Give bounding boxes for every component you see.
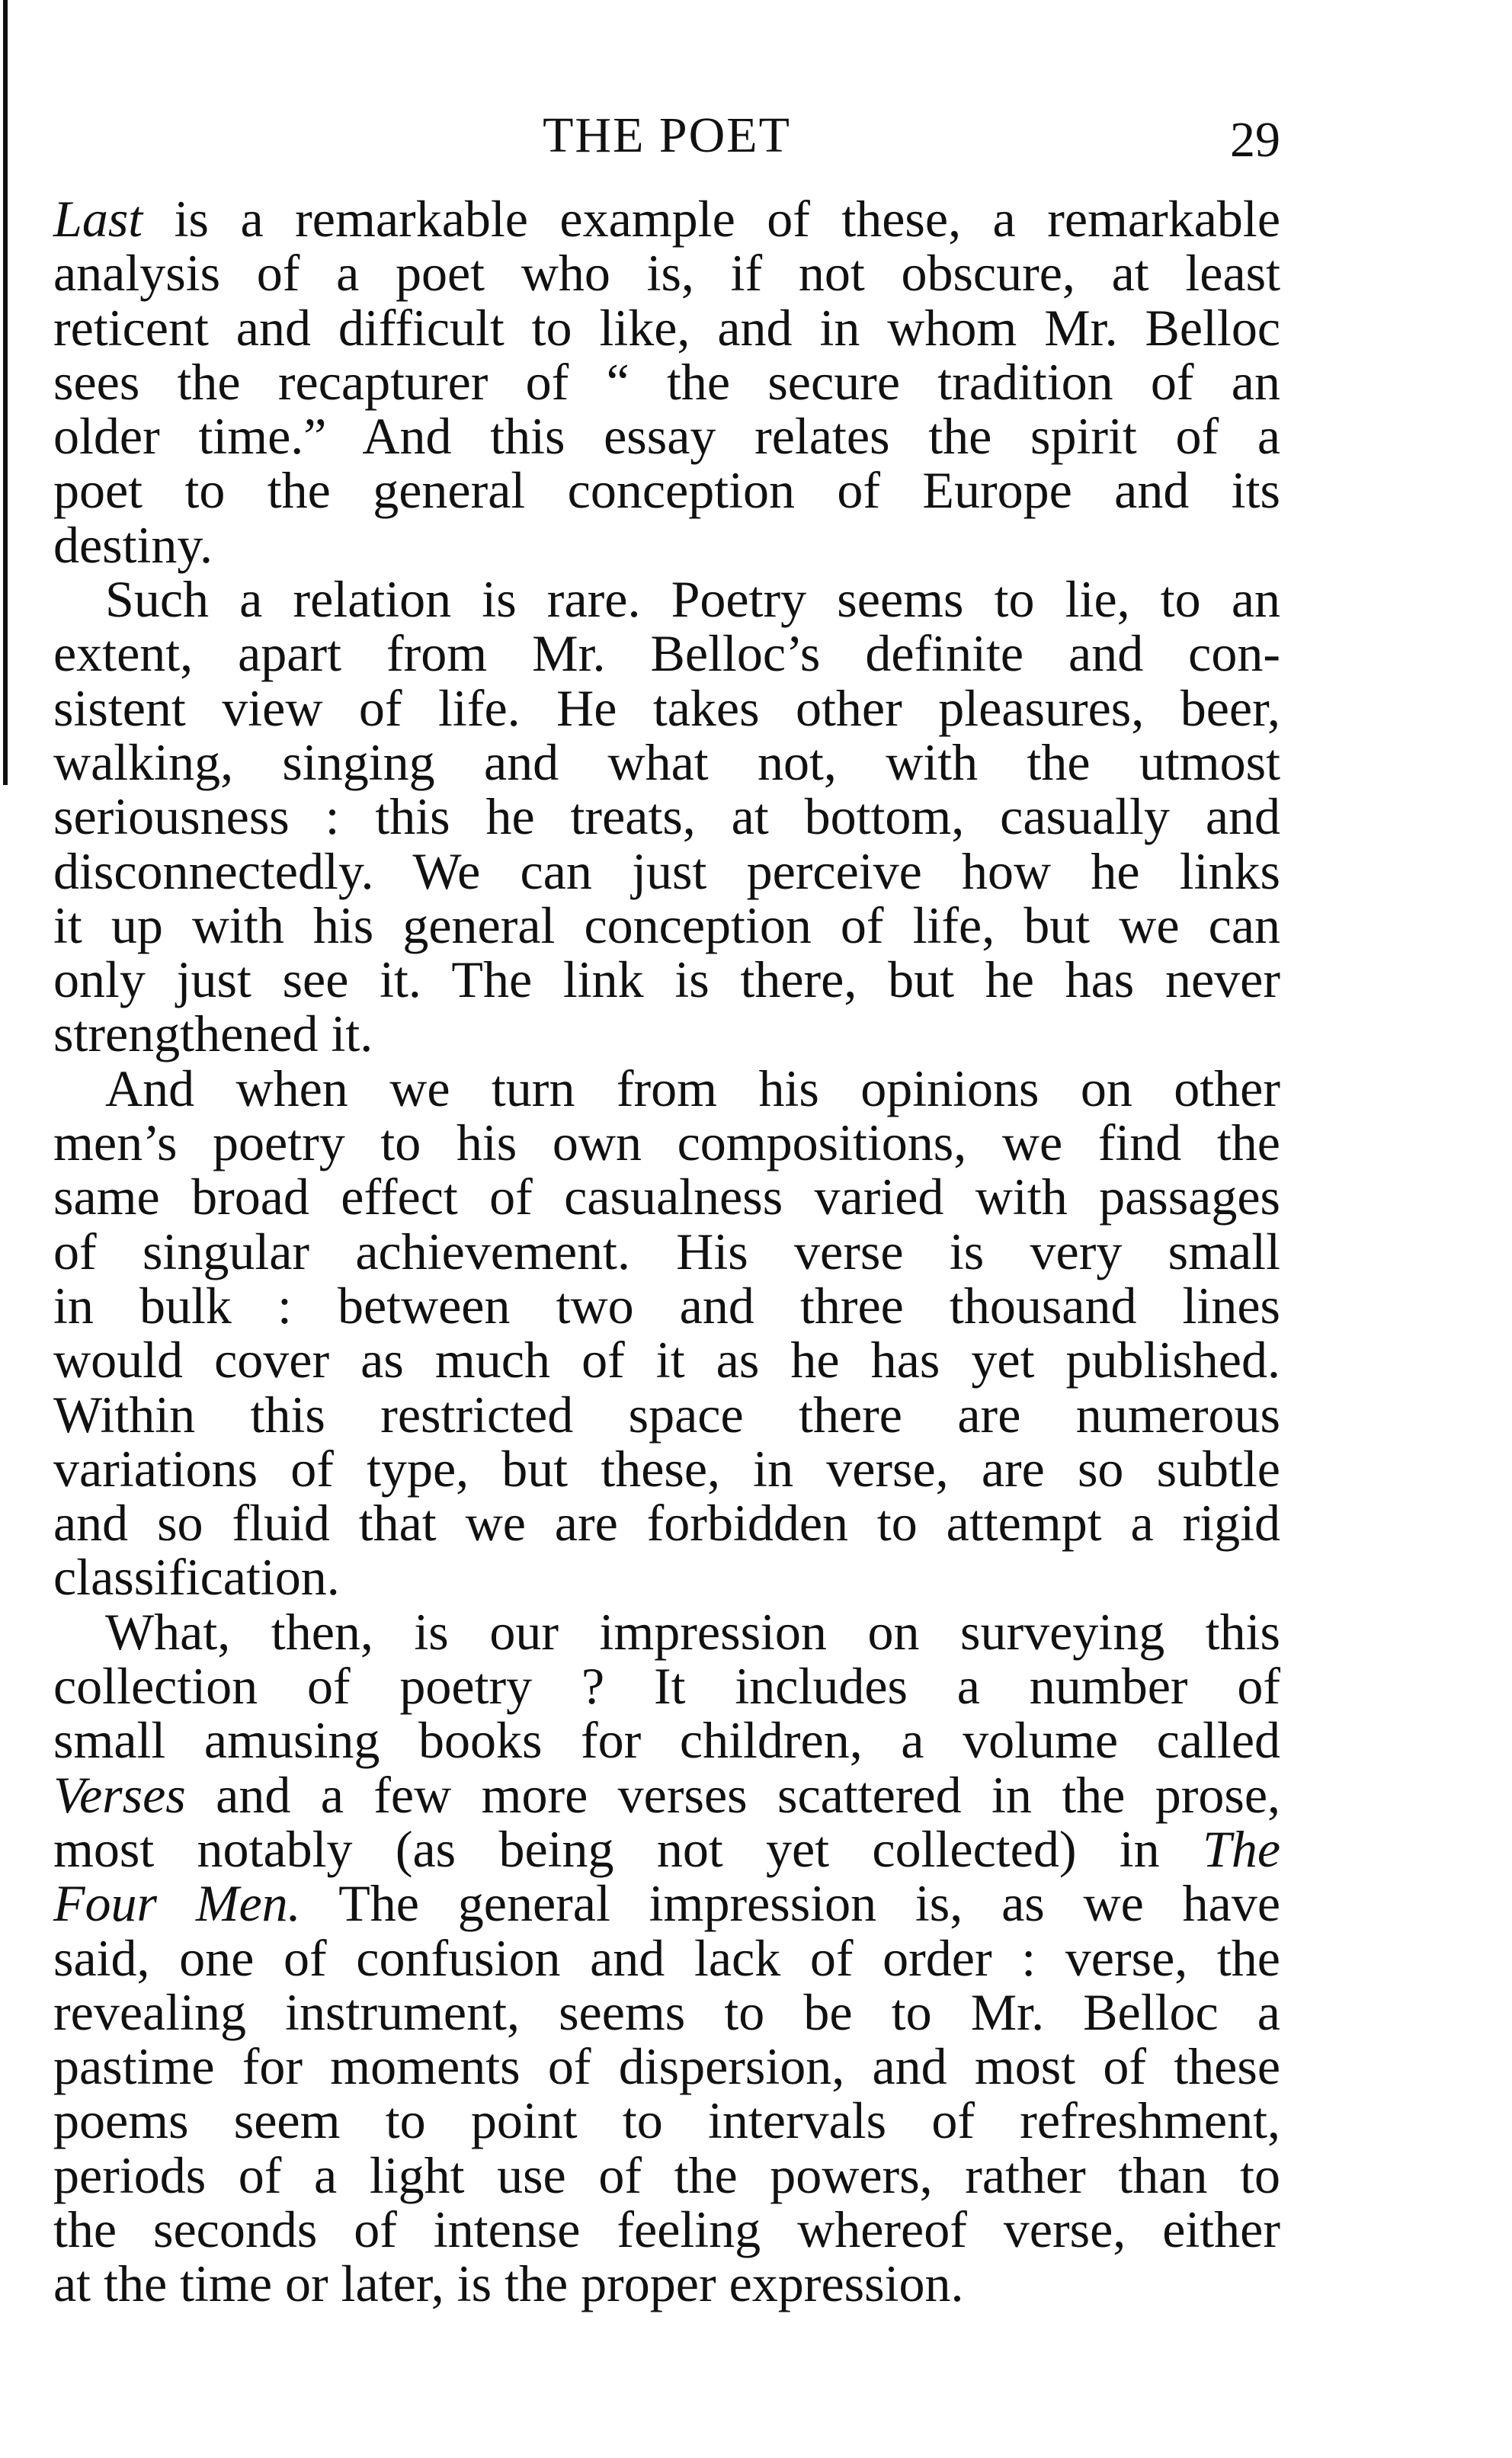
text-span: older time.” And this essay relates the spirit of a [53,407,1280,466]
italic-span: Last [53,190,143,248]
text-span: strengthened it. [53,1005,373,1063]
text-line [53,2146,1280,2204]
text-line [53,1116,1280,1170]
text-line [53,515,1280,574]
text-span: and so fluid that we are forbidden to attempt a rigid [53,1494,1280,1553]
text-line [53,678,1280,737]
text-span: poet to the general conception of Europe and its [53,461,1280,520]
text-span: of singular achievement. His verse is very small [53,1222,1280,1280]
text-span: same broad effect of casualness varied with passages [53,1168,1280,1226]
text-span: pastime for moments of dispersion, and most of these [53,2037,1280,2096]
text-span: sistent view of life. He takes other pleasures, beer, [53,678,1280,737]
text-span: reticent and difficult to like, and in whom Mr. Belloc [53,298,1280,357]
text-span: said, one of confusion and lack of order : verse, the [53,1928,1280,1987]
page-header [53,107,1280,175]
text-span: small amusing books for children, a volume called [53,1711,1280,1770]
text-span: walking, singing and what not, with the utmost [53,732,1280,791]
text-span: and a few more verses scattered in the prose, [185,1765,1280,1824]
text-line [53,1494,1280,1553]
text-span: The general impression is, as we have [300,1874,1280,1933]
text-span: variations of type, but these, in verse, are so subtle [53,1439,1280,1498]
text-line [53,1602,1280,1661]
text-line [53,1222,1280,1280]
text-line [53,1007,1280,1061]
text-span: only just see it. The link is there, but he has never [53,950,1280,1009]
text-span: Such a relation is rare. Poetry seems to lie, to an [105,570,1280,629]
text-span: periods of a light use of the powers, rather than to [53,2146,1280,2204]
text-line [53,896,1280,954]
text-line [53,1059,1280,1117]
text-line [53,841,1280,900]
text-line [53,572,1280,627]
text-line [53,1385,1280,1444]
text-span: in bulk : between two and three thousand lines [53,1276,1280,1335]
text-span: collection of poetry ? It includes a number of [53,1657,1280,1716]
text-span: revealing instrument, seems to be to Mr. Belloc a [53,1982,1280,2041]
text-line [53,1548,1280,1607]
margin-rule [3,0,8,785]
text-line [53,463,1280,518]
body-text [53,192,1280,2312]
text-span: sees the recapturer of “ the secure tradition of an [53,352,1280,411]
text-line [53,950,1280,1009]
text-span: at the time or later, is the proper expression. [53,2255,964,2313]
text-line [53,624,1280,683]
text-line [53,244,1280,303]
text-line [53,2257,1280,2311]
text-span: men’s poetry to his own compositions, we find the [53,1114,1280,1172]
text-span: would cover as much of it as he has yet published. [53,1331,1280,1389]
text-span: most notably (as being not yet collected) in [53,1819,1203,1878]
text-span: seriousness : this he treats, at bottom, casually and [53,787,1280,846]
italic-span: The [1203,1819,1280,1878]
text-line [53,1170,1280,1224]
text-line [53,2091,1280,2150]
text-line [53,1928,1280,1987]
text-span: What, then, is our impression on surveying this [105,1602,1280,1661]
text-line [53,2200,1280,2258]
text-span: poems seem to point to intervals of refreshment, [53,2091,1280,2150]
text-line [53,192,1280,246]
text-line [53,1657,1280,1716]
text-span: analysis of a poet who is, if not obscure, at least [53,244,1280,303]
text-span: destiny. [53,515,213,574]
italic-span: Verses [53,1765,186,1824]
text-span: it up with his general conception of life, but we can [53,896,1280,954]
text-span: classification. [53,1548,340,1607]
text-line [53,787,1280,846]
italic-span: Four Men. [53,1874,301,1933]
page-number: 29 [1230,112,1280,168]
text-line [53,1439,1280,1498]
text-span: Within this restricted space there are numerous [53,1385,1280,1444]
running-head: THE POET [543,107,791,163]
text-line [53,2037,1280,2096]
text-line [53,1711,1280,1770]
text-line [53,298,1280,357]
text-span: the seconds of intense feeling whereof verse, either [53,2200,1280,2258]
text-line [53,1765,1280,1824]
text-line [53,352,1280,411]
text-line [53,1876,1280,1931]
text-span: extent, apart from Mr. Belloc’s definite and con- [53,624,1280,683]
text-span: is a remarkable example of these, a remarkable [143,190,1280,248]
text-line [53,1982,1280,2041]
text-line [53,732,1280,791]
text-line [53,1276,1280,1335]
text-line [53,407,1280,466]
text-span: And when we turn from his opinions on other [105,1059,1280,1117]
text-span: disconnectedly. We can just perceive how he links [53,841,1280,900]
text-line [53,1333,1280,1387]
text-line [53,1819,1280,1878]
